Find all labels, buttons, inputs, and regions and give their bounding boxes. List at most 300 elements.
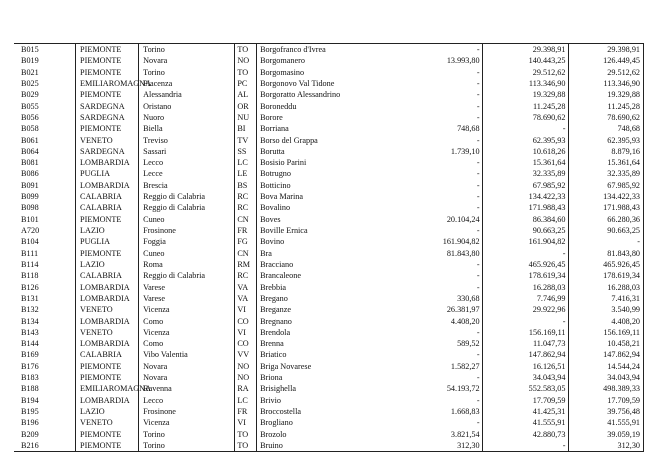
region-cell: PIEMONTE xyxy=(76,248,139,259)
amount-2-cell: 552.583,05 xyxy=(482,383,569,394)
amount-3-cell: 4.408,20 xyxy=(569,316,644,327)
amount-3-cell: 39.059,19 xyxy=(569,429,644,440)
region-cell: CALABRIA xyxy=(76,349,139,360)
code-cell: B196 xyxy=(14,417,76,428)
amount-3-cell: 41.555,91 xyxy=(569,417,644,428)
region-cell: VENETO xyxy=(76,327,139,338)
municipality-cell: Bruino xyxy=(257,440,393,452)
municipality-cell: Bra xyxy=(260,248,272,258)
amount-3-cell: 15.361,64 xyxy=(569,157,644,168)
sigla-cell: OR xyxy=(235,101,257,112)
table-row xyxy=(14,316,644,327)
amount-2-cell: 62.395,93 xyxy=(482,135,569,146)
region-cell: PUGLIA xyxy=(76,168,139,179)
code-cell: B064 xyxy=(14,146,76,157)
amount-1-cell: - xyxy=(393,101,482,112)
amount-2-cell: 67.985,92 xyxy=(482,180,569,191)
amount-2-cell: 29.398,91 xyxy=(482,44,569,56)
province-cell: Novara xyxy=(143,373,168,383)
amount-1-cell: 589,52 xyxy=(393,338,482,349)
municipality-cell: Brenna xyxy=(260,339,284,349)
amount-2-cell: 41.555,91 xyxy=(482,417,569,428)
province-cell: Vicenza xyxy=(143,327,170,337)
sigla-cell: FG xyxy=(235,236,257,247)
region-cell: LOMBARDIA xyxy=(76,180,139,191)
province-cell: Novara xyxy=(143,56,168,66)
table-row xyxy=(14,236,644,247)
amount-1-cell: - xyxy=(393,395,482,406)
amount-1-cell: 1.739,10 xyxy=(393,146,482,157)
table-row xyxy=(14,338,644,349)
province-cell: Brescia xyxy=(143,180,168,190)
table-row xyxy=(14,282,644,293)
table-row xyxy=(14,135,644,146)
sigla-cell: SS xyxy=(235,146,257,157)
province-cell: Lecco xyxy=(143,158,164,168)
province-cell: Treviso xyxy=(143,135,168,145)
amount-3-cell: 78.690,62 xyxy=(569,112,644,123)
municipality-cell: Brogliano xyxy=(260,418,293,428)
region-cell: PIEMONTE xyxy=(76,44,139,56)
sigla-cell: RA xyxy=(235,383,257,394)
amount-3-cell: 126.449,45 xyxy=(569,55,644,66)
amount-1-cell: 20.104,24 xyxy=(393,214,482,225)
code-cell: B091 xyxy=(14,180,76,191)
table-row xyxy=(14,180,644,191)
amount-1-cell: 748,68 xyxy=(393,123,482,134)
amount-1-cell: 1.582,27 xyxy=(393,361,482,372)
amount-2-cell: 32.335,89 xyxy=(482,168,569,179)
municipality-cell: Borgonovo Val Tidone xyxy=(260,78,335,88)
amount-2-cell: 15.361,64 xyxy=(482,157,569,168)
amount-1-cell: 161.904,82 xyxy=(393,236,482,247)
code-cell: B021 xyxy=(14,67,76,78)
sigla-cell: RC xyxy=(235,191,257,202)
amount-3-cell: 16.288,03 xyxy=(569,282,644,293)
code-cell: B098 xyxy=(14,202,76,213)
table-row xyxy=(14,429,644,440)
sigla-cell: LC xyxy=(235,157,257,168)
region-cell: LOMBARDIA xyxy=(76,293,139,304)
code-cell: B188 xyxy=(14,383,76,394)
sigla-cell: CO xyxy=(235,338,257,349)
amount-1-cell: - xyxy=(393,44,482,56)
amount-3-cell: 498.389,33 xyxy=(569,383,644,394)
amount-3-cell: 67.985,92 xyxy=(569,180,644,191)
table-row xyxy=(14,101,644,112)
region-cell: LOMBARDIA xyxy=(76,338,139,349)
region-cell: PIEMONTE xyxy=(76,214,139,225)
amount-3-cell: 465.926,45 xyxy=(569,259,644,270)
code-cell: B061 xyxy=(14,135,76,146)
amount-1-cell: 1.668,83 xyxy=(393,406,482,417)
region-cell: VENETO xyxy=(76,304,139,315)
sigla-cell: NO xyxy=(235,55,257,66)
amount-1-cell: - xyxy=(393,67,482,78)
code-cell: B104 xyxy=(14,236,76,247)
sigla-cell: RM xyxy=(235,259,257,270)
amount-1-cell: 330,68 xyxy=(393,293,482,304)
sigla-cell: VA xyxy=(235,282,257,293)
amount-2-cell: 86.384,60 xyxy=(482,214,569,225)
province-cell: Novara xyxy=(143,361,168,371)
code-cell: B183 xyxy=(14,372,76,383)
amount-2-cell: 10.618,26 xyxy=(482,146,569,157)
amount-1-cell: - xyxy=(393,157,482,168)
province-cell: Vibo Valentia xyxy=(143,350,188,360)
sigla-cell: CO xyxy=(235,316,257,327)
province-cell: Frosinone xyxy=(143,226,176,235)
municipality-cell: Borutta xyxy=(260,146,285,156)
sigla-cell: NO xyxy=(235,361,257,372)
table-row xyxy=(14,248,644,259)
table-row xyxy=(14,395,644,406)
table-row xyxy=(14,214,644,225)
amount-1-cell: 13.993,80 xyxy=(393,55,482,66)
sigla-cell: CN xyxy=(235,214,257,225)
province-cell: Torino xyxy=(139,44,235,56)
region-cell: LAZIO xyxy=(76,225,139,236)
amount-2-cell: - xyxy=(482,248,569,259)
municipality-cell: Boroneddu xyxy=(260,101,297,111)
amount-3-cell: 178.619,34 xyxy=(569,270,644,281)
code-cell: B056 xyxy=(14,112,76,123)
amount-1-cell: - xyxy=(393,89,482,100)
region-cell: PIEMONTE xyxy=(76,123,139,134)
amount-1-cell: - xyxy=(393,259,482,270)
table-row xyxy=(14,55,644,66)
amount-3-cell: 748,68 xyxy=(569,123,644,134)
amount-3-cell: 39.756,48 xyxy=(569,406,644,417)
sigla-cell: RC xyxy=(235,270,257,281)
amount-2-cell: 178.619,34 xyxy=(482,270,569,281)
amount-1-cell: - xyxy=(393,372,482,383)
sigla-cell: NO xyxy=(235,372,257,383)
code-cell: B111 xyxy=(14,248,76,259)
amount-2-cell: 147.862,94 xyxy=(482,349,569,360)
amount-1-cell: - xyxy=(393,112,482,123)
table-row xyxy=(14,259,644,270)
municipality-cell: Bova Marina xyxy=(260,192,304,202)
province-cell: Varese xyxy=(143,282,165,292)
sigla-cell: VA xyxy=(235,293,257,304)
province-cell: Biella xyxy=(143,124,163,134)
region-cell: PIEMONTE xyxy=(76,440,139,452)
amount-3-cell: 81.843,80 xyxy=(569,248,644,259)
code-cell: B194 xyxy=(14,395,76,406)
amount-2-cell: 140.443,25 xyxy=(482,55,569,66)
region-cell: LOMBARDIA xyxy=(76,157,139,168)
sigla-cell: TO xyxy=(235,429,257,440)
amount-2-cell: 134.422,33 xyxy=(482,191,569,202)
region-cell: LAZIO xyxy=(76,406,139,417)
amount-3-cell: 29.512,62 xyxy=(569,67,644,78)
municipality-cell: Briatico xyxy=(260,350,287,360)
code-cell: B144 xyxy=(14,338,76,349)
province-cell: Foggia xyxy=(143,237,166,247)
municipality-cell: Brisighella xyxy=(260,384,296,394)
region-cell: SARDEGNA xyxy=(76,101,139,112)
province-cell: Vicenza xyxy=(143,305,170,315)
table-row xyxy=(14,327,644,338)
code-cell: B195 xyxy=(14,406,76,417)
amount-1-cell: 3.821,54 xyxy=(393,429,482,440)
amount-3-cell: 34.043,94 xyxy=(569,372,644,383)
amount-1-cell: - xyxy=(393,327,482,338)
amount-1-cell: - xyxy=(393,225,482,236)
amount-3-cell: 171.988,43 xyxy=(569,202,644,213)
sigla-cell: TO xyxy=(235,440,257,452)
municipality-cell: Breganze xyxy=(260,305,291,315)
province-cell: Como xyxy=(143,339,164,349)
sigla-cell: TO xyxy=(235,44,257,56)
municipality-cell: Borgoratto Alessandrino xyxy=(260,90,341,100)
region-cell: LOMBARDIA xyxy=(76,316,139,327)
amount-2-cell: 465.926,45 xyxy=(482,259,569,270)
amount-1-cell: - xyxy=(393,168,482,179)
province-cell: Nuoro xyxy=(143,112,165,122)
municipality-cell: Brancaleone xyxy=(260,271,301,281)
province-cell: Lecco xyxy=(143,395,164,405)
municipality-cell: Bovalino xyxy=(260,203,291,213)
amount-2-cell: 42.880,73 xyxy=(482,429,569,440)
municipality-cell: Borso del Grappa xyxy=(260,135,318,145)
region-cell: SARDEGNA xyxy=(76,112,139,123)
sigla-cell: RC xyxy=(235,202,257,213)
amount-1-cell: 26.381,97 xyxy=(393,304,482,315)
code-cell: B101 xyxy=(14,214,76,225)
table-row xyxy=(14,440,644,452)
municipality-cell: Brivio xyxy=(260,395,281,405)
sigla-cell: PC xyxy=(235,78,257,89)
code-cell: B015 xyxy=(14,44,76,56)
sigla-cell: FR xyxy=(235,406,257,417)
municipality-cell: Bracciano xyxy=(260,259,294,269)
code-cell: A720 xyxy=(14,225,76,236)
table-row xyxy=(14,225,644,236)
table-body xyxy=(14,44,644,452)
sigla-cell: VI xyxy=(235,417,257,428)
province-cell: Ravenna xyxy=(143,384,172,394)
amount-2-cell: 171.988,43 xyxy=(482,202,569,213)
table-row xyxy=(14,157,644,168)
sigla-cell: FR xyxy=(235,225,257,236)
code-cell: B216 xyxy=(14,440,76,452)
table-row xyxy=(14,146,644,157)
region-cell: CALABRIA xyxy=(76,202,139,213)
amount-3-cell: 312,30 xyxy=(569,440,644,452)
amount-2-cell: 161.904,82 xyxy=(482,236,569,247)
table-row xyxy=(14,123,644,134)
province-cell: Oristano xyxy=(143,101,172,111)
amount-3-cell: 113.346,90 xyxy=(569,78,644,89)
code-cell: B025 xyxy=(14,78,76,89)
amount-2-cell: 90.663,25 xyxy=(482,225,569,236)
code-cell: B126 xyxy=(14,282,76,293)
municipality-cell: Bovino xyxy=(260,237,285,247)
amount-3-cell: 156.169,11 xyxy=(569,327,644,338)
amount-2-cell: - xyxy=(482,440,569,452)
amount-1-cell: 54.193,72 xyxy=(393,383,482,394)
region-cell: PUGLIA xyxy=(76,236,139,247)
amount-2-cell: 34.043,94 xyxy=(482,372,569,383)
table-row xyxy=(14,191,644,202)
amount-2-cell: 29.512,62 xyxy=(482,67,569,78)
municipality-cell: Botrugno xyxy=(260,169,291,179)
table-row xyxy=(14,112,644,123)
code-cell: B019 xyxy=(14,55,76,66)
table-row xyxy=(14,304,644,315)
amount-3-cell: - xyxy=(569,236,644,247)
municipality-cell: Briga Novarese xyxy=(260,361,312,371)
region-cell: EMILIAROMAGNA xyxy=(76,78,139,89)
amount-2-cell: 78.690,62 xyxy=(482,112,569,123)
amount-3-cell: 14.544,24 xyxy=(569,361,644,372)
municipality-cell: Boves xyxy=(260,214,281,224)
table-row xyxy=(14,78,644,89)
amount-2-cell: - xyxy=(482,123,569,134)
table-row xyxy=(14,417,644,428)
amount-3-cell: 134.422,33 xyxy=(569,191,644,202)
amount-2-cell: 156.169,11 xyxy=(482,327,569,338)
table-row xyxy=(14,202,644,213)
region-cell: EMILIAROMAGNA xyxy=(76,383,139,394)
province-cell: Reggio di Calabria xyxy=(143,271,205,281)
amount-3-cell: 10.458,21 xyxy=(569,338,644,349)
province-cell: Torino xyxy=(143,429,165,439)
table-row xyxy=(14,44,644,56)
code-cell: B114 xyxy=(14,259,76,270)
amount-3-cell: 147.862,94 xyxy=(569,349,644,360)
province-cell: Cuneo xyxy=(143,214,165,224)
table-row xyxy=(14,383,644,394)
province-cell: Lecce xyxy=(143,169,163,179)
amount-3-cell: 3.540,99 xyxy=(569,304,644,315)
code-cell: B099 xyxy=(14,191,76,202)
municipality-cell: Borriana xyxy=(260,124,289,134)
amount-1-cell: - xyxy=(393,202,482,213)
municipality-cell: Boville Ernica xyxy=(260,226,308,235)
sigla-cell: VI xyxy=(235,327,257,338)
amount-1-cell: - xyxy=(393,78,482,89)
amount-3-cell: 90.663,25 xyxy=(569,225,644,236)
region-cell: PIEMONTE xyxy=(76,55,139,66)
table-row xyxy=(14,270,644,281)
municipality-table xyxy=(14,43,644,452)
code-cell: B131 xyxy=(14,293,76,304)
municipality-cell: Bosisio Parini xyxy=(260,158,307,168)
amount-2-cell: 11.245,28 xyxy=(482,101,569,112)
sigla-cell: LC xyxy=(235,395,257,406)
province-cell: Reggio di Calabria xyxy=(143,203,205,213)
amount-1-cell: - xyxy=(393,191,482,202)
amount-2-cell: 16.126,51 xyxy=(482,361,569,372)
code-cell: B176 xyxy=(14,361,76,372)
sigla-cell: VI xyxy=(235,304,257,315)
region-cell: SARDEGNA xyxy=(76,146,139,157)
municipality-cell: Botticino xyxy=(260,180,291,190)
municipality-cell: Brebbia xyxy=(260,282,286,292)
amount-2-cell: 7.746,99 xyxy=(482,293,569,304)
sigla-cell: LE xyxy=(235,168,257,179)
amount-1-cell: 81.843,80 xyxy=(393,248,482,259)
amount-2-cell: - xyxy=(482,316,569,327)
code-cell: B169 xyxy=(14,349,76,360)
code-cell: B132 xyxy=(14,304,76,315)
amount-1-cell: - xyxy=(393,270,482,281)
sigla-cell: CN xyxy=(235,248,257,259)
table-row xyxy=(14,89,644,100)
sigla-cell: VV xyxy=(235,349,257,360)
amount-3-cell: 66.280,36 xyxy=(569,214,644,225)
municipality-cell: Borgomasino xyxy=(260,67,305,77)
region-cell: VENETO xyxy=(76,417,139,428)
sigla-cell: TV xyxy=(235,135,257,146)
region-cell: CALABRIA xyxy=(76,270,139,281)
amount-2-cell: 11.047,73 xyxy=(482,338,569,349)
region-cell: PIEMONTE xyxy=(76,429,139,440)
municipality-cell: Briona xyxy=(260,373,283,383)
region-cell: CALABRIA xyxy=(76,191,139,202)
code-cell: B086 xyxy=(14,168,76,179)
province-cell: Frosinone xyxy=(143,407,176,416)
sigla-cell: BS xyxy=(235,180,257,191)
municipality-cell: Borore xyxy=(260,112,283,122)
region-cell: LOMBARDIA xyxy=(76,395,139,406)
table-row xyxy=(14,349,644,360)
region-cell: PIEMONTE xyxy=(76,67,139,78)
province-cell: Sassari xyxy=(143,146,167,156)
province-cell: Piacenza xyxy=(143,78,173,88)
province-cell: Torino xyxy=(143,67,165,77)
table-row xyxy=(14,361,644,372)
amount-2-cell: 19.329,88 xyxy=(482,89,569,100)
code-cell: B143 xyxy=(14,327,76,338)
code-cell: B058 xyxy=(14,123,76,134)
province-cell: Alessandria xyxy=(143,90,182,100)
amount-3-cell: 29.398,91 xyxy=(569,44,644,56)
code-cell: B118 xyxy=(14,270,76,281)
region-cell: LAZIO xyxy=(76,259,139,270)
amount-1-cell: - xyxy=(393,180,482,191)
province-cell: Como xyxy=(143,316,164,326)
municipality-cell: Brendola xyxy=(260,327,291,337)
sigla-cell: NU xyxy=(235,112,257,123)
amount-2-cell: 113.346,90 xyxy=(482,78,569,89)
amount-3-cell: 7.416,31 xyxy=(569,293,644,304)
province-cell: Roma xyxy=(143,259,163,269)
province-cell: Varese xyxy=(143,293,165,303)
table-row xyxy=(14,372,644,383)
table-row xyxy=(14,406,644,417)
amount-1-cell: 312,30 xyxy=(393,440,482,452)
province-cell: Cuneo xyxy=(143,248,165,258)
amount-1-cell: - xyxy=(393,349,482,360)
amount-1-cell: - xyxy=(393,417,482,428)
amount-2-cell: 17.709,59 xyxy=(482,395,569,406)
amount-1-cell: 4.408,20 xyxy=(393,316,482,327)
code-cell: B081 xyxy=(14,157,76,168)
municipality-cell: Bregano xyxy=(260,293,288,303)
amount-2-cell: 41.425,31 xyxy=(482,406,569,417)
municipality-cell: Broccostella xyxy=(260,407,301,416)
sigla-cell: BI xyxy=(235,123,257,134)
amount-3-cell: 11.245,28 xyxy=(569,101,644,112)
region-cell: PIEMONTE xyxy=(76,89,139,100)
sigla-cell: TO xyxy=(235,67,257,78)
region-cell: VENETO xyxy=(76,135,139,146)
region-cell: PIEMONTE xyxy=(76,361,139,372)
